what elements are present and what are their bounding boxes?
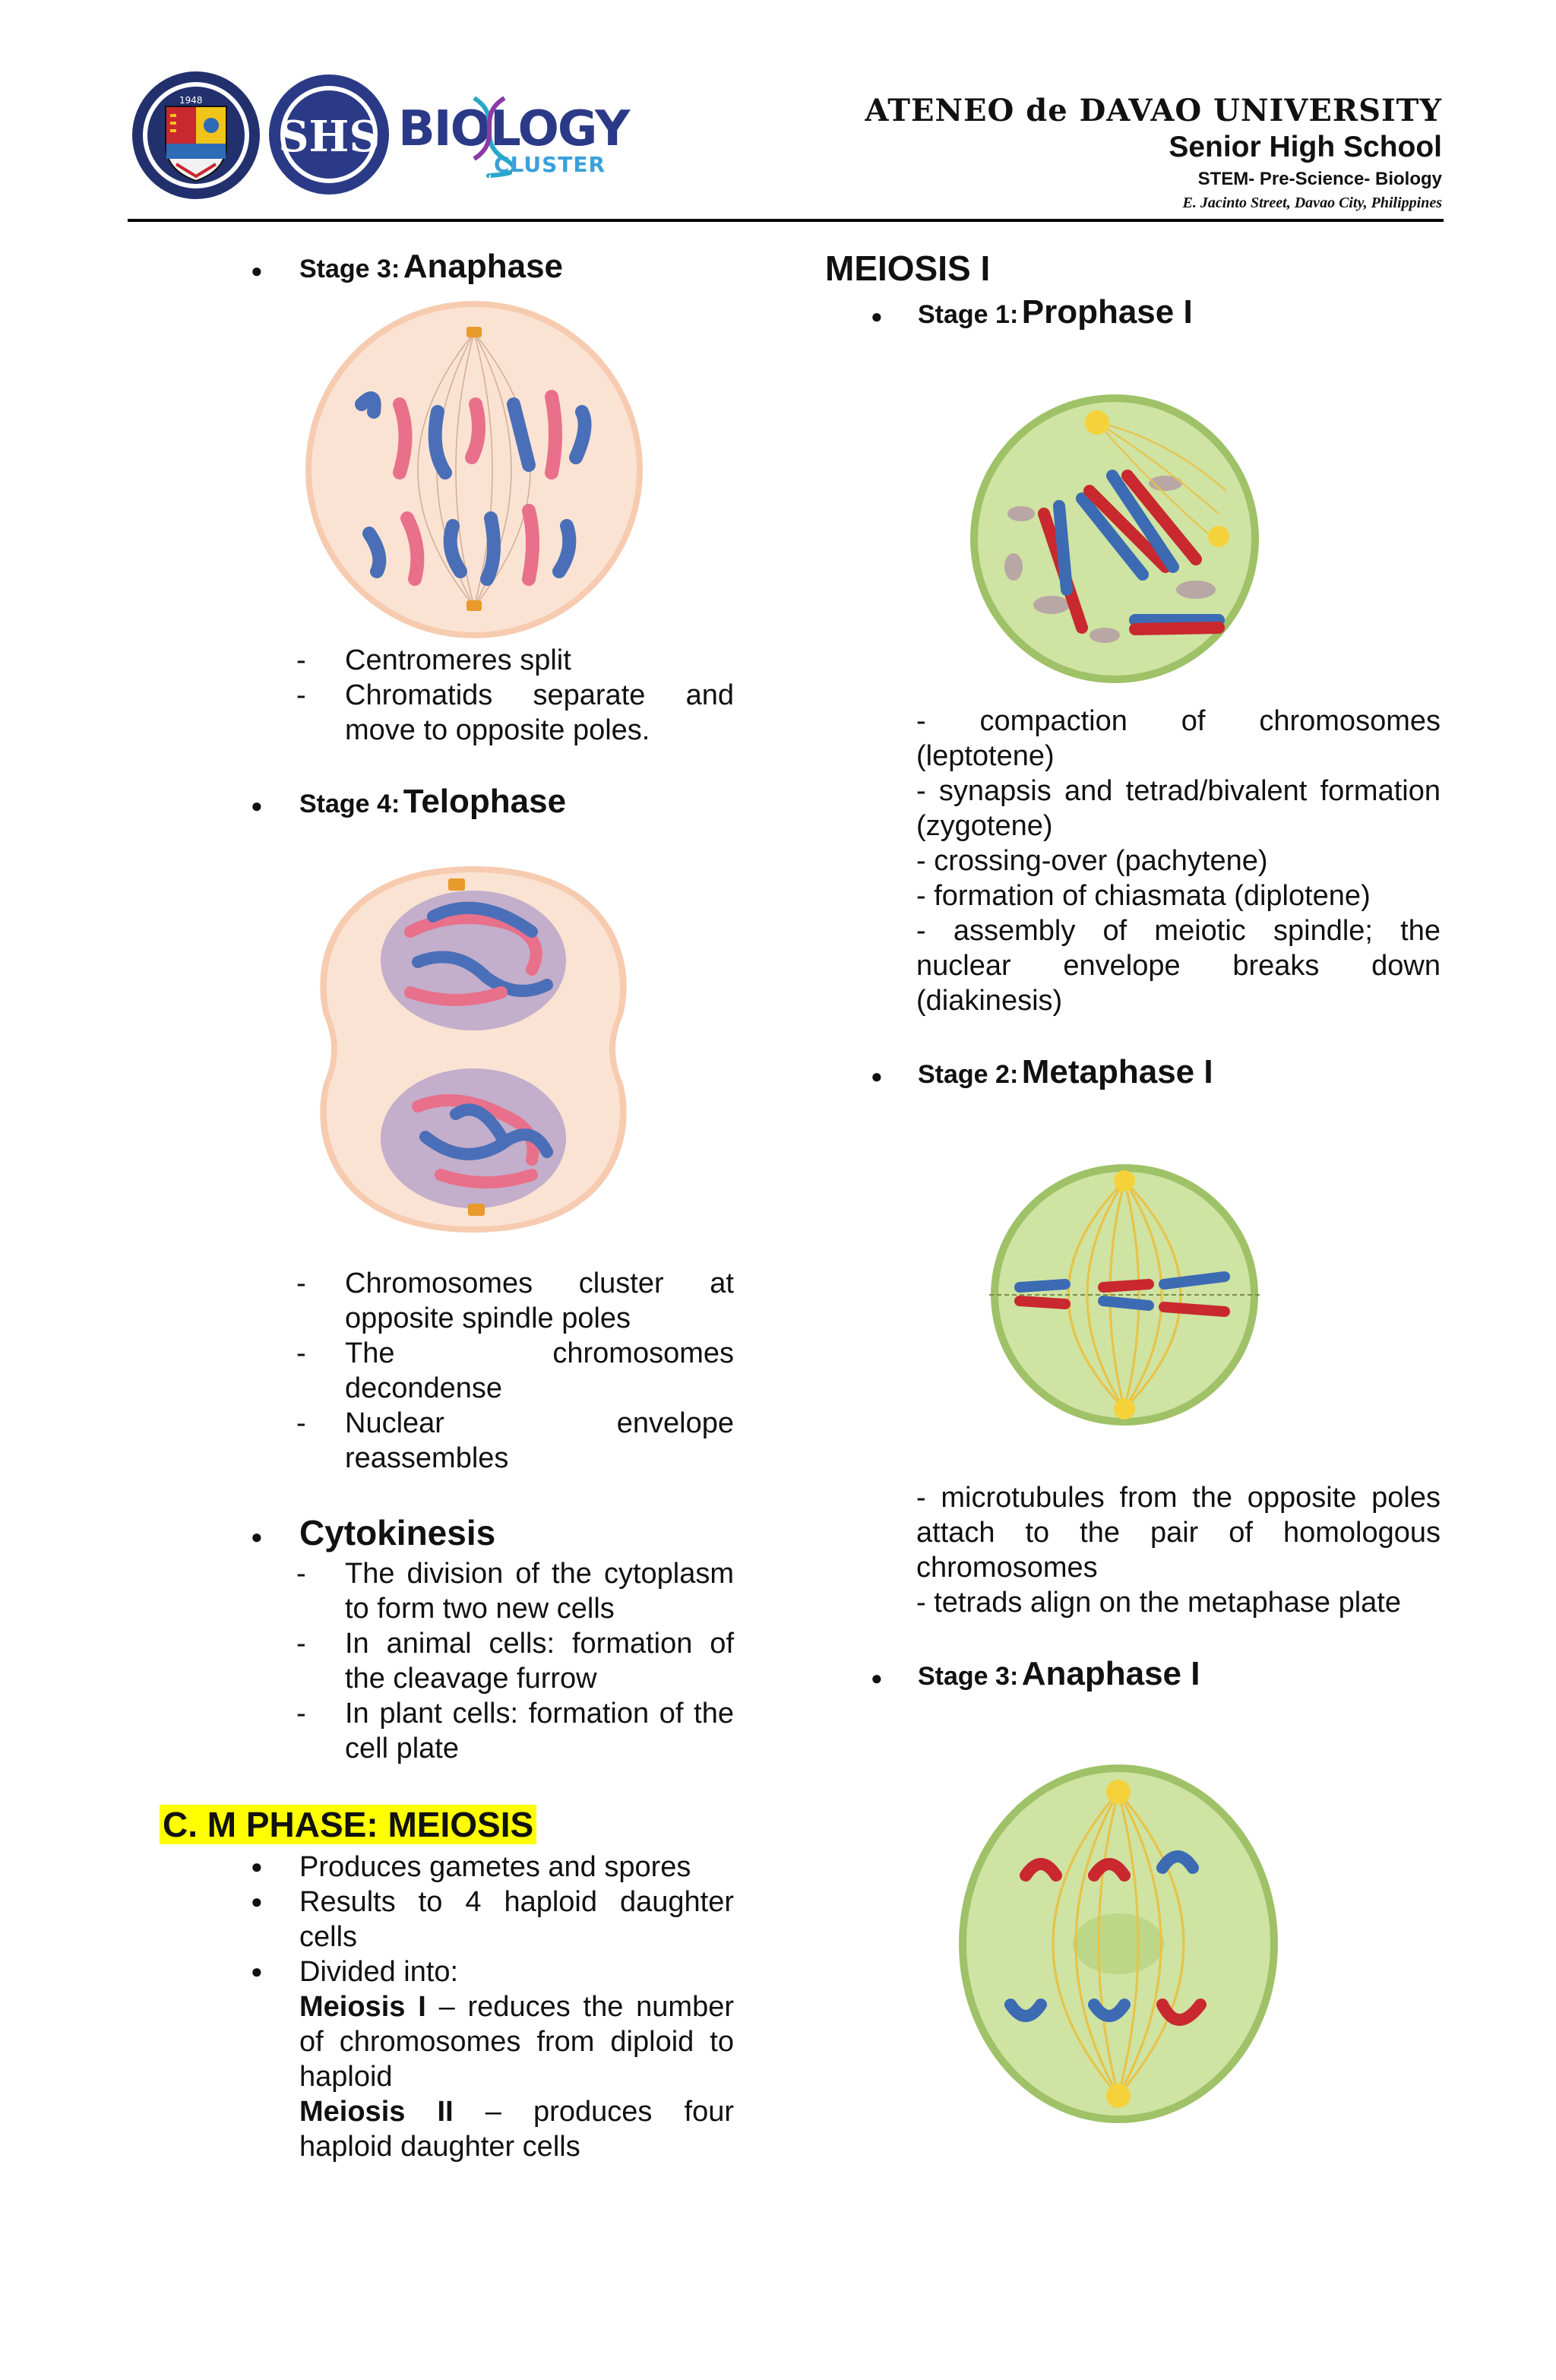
list-item: - In plant cells: formation of the cell plate bbox=[296, 1698, 734, 1764]
list-item: - assembly of meiotic spindle; the nuclear envelope breaks down (diakinesis) bbox=[916, 915, 1441, 1017]
list-item: ● Results to 4 haploid daughter cells bbox=[251, 1886, 734, 1953]
list-item: - Nuclear envelope reassembles bbox=[296, 1407, 734, 1474]
list-item: - In animal cells: formation of the cleavage furrow bbox=[296, 1628, 734, 1695]
biology-cluster-logo bbox=[398, 101, 649, 181]
stage-name: Anaphase I bbox=[1021, 1655, 1200, 1692]
bullet-icon: ● bbox=[251, 259, 263, 282]
biology-logo-text: BIOLOGY bbox=[398, 101, 629, 157]
stage-name: Anaphase bbox=[403, 248, 564, 285]
prophase-1-cell-diagram bbox=[968, 392, 1261, 685]
stage-label: Stage 2: bbox=[918, 1060, 1019, 1089]
ateneo-seal-logo bbox=[131, 70, 261, 201]
bullet-icon: ● bbox=[871, 1666, 883, 1689]
meiosis-1-title: MEIOSIS I bbox=[825, 248, 991, 288]
anaphase-points bbox=[296, 643, 734, 748]
list-item: - tetrads align on the metaphase plate bbox=[916, 1587, 1401, 1619]
list-item: - microtubules from the opposite poles attach to the pair of homologous chromosomes bbox=[916, 1482, 1441, 1584]
list-item: - The division of the cytoplasm to form two new cells bbox=[296, 1558, 734, 1625]
bullet-icon: ● bbox=[251, 1855, 263, 1878]
list-item: - The chromosomes decondense bbox=[296, 1337, 734, 1404]
stage-name: Telophase bbox=[403, 783, 567, 820]
metaphase-1-cell-diagram bbox=[989, 1163, 1260, 1427]
dna-helix-icon bbox=[466, 94, 512, 178]
meiosis-section-heading: C. M PHASE: MEIOSIS bbox=[160, 1804, 536, 1845]
stage-label: Stage 3: bbox=[918, 1662, 1019, 1691]
list-item: - Centromeres split bbox=[296, 644, 571, 676]
anaphase-cell-diagram bbox=[301, 298, 647, 641]
university-name: ATENEO de DAVAO UNIVERSITY bbox=[865, 93, 1442, 128]
list-item: - formation of chiasmata (diplotene) bbox=[916, 880, 1371, 912]
bullet-icon: ● bbox=[251, 1960, 263, 1983]
stage-label: Stage 3: bbox=[299, 255, 400, 283]
bullet-icon: ● bbox=[251, 1890, 263, 1913]
bullet-icon: ● bbox=[871, 305, 883, 328]
school-name: Senior High School bbox=[1169, 131, 1442, 163]
bullet-icon: ● bbox=[251, 1525, 263, 1548]
stage-name: Metaphase I bbox=[1021, 1053, 1213, 1090]
cytokinesis-points bbox=[296, 1556, 734, 1766]
header-divider bbox=[128, 219, 1444, 222]
list-item: ● Divided into: bbox=[251, 1956, 459, 1988]
telophase-points bbox=[296, 1266, 734, 1476]
meiosis-2-definition: Meiosis II – produces four haploid daughter cells bbox=[299, 2096, 734, 2163]
shs-logo bbox=[267, 73, 391, 196]
list-item: - crossing-over (pachytene) bbox=[916, 845, 1268, 877]
telophase-cell-diagram bbox=[304, 863, 643, 1236]
list-item: - Chromosomes cluster at opposite spindle poles bbox=[296, 1268, 734, 1334]
anaphase-1-cell-diagram bbox=[957, 1761, 1279, 2126]
list-item: - Chromatids separate and move to opposite poles. bbox=[296, 679, 734, 746]
meiosis-points bbox=[251, 1850, 734, 2164]
school-address: E. Jacinto Street, Davao City, Philippines bbox=[1182, 195, 1442, 211]
list-item: - synapsis and tetrad/bivalent formation (zygotene) bbox=[916, 775, 1441, 842]
cytokinesis-title: Cytokinesis bbox=[299, 1513, 496, 1552]
meiosis-1-definition: Meiosis I – reduces the number of chromosomes from diploid to haploid bbox=[299, 1991, 735, 2093]
stage-name: Prophase I bbox=[1021, 293, 1193, 331]
list-item: ● Produces gametes and spores bbox=[251, 1851, 691, 1883]
list-item: - compaction of chromosomes (leptotene) bbox=[916, 705, 1441, 772]
metaphase-1-descriptions bbox=[916, 1480, 1441, 1620]
seal-year: 1948 bbox=[179, 95, 203, 106]
stage-label: Stage 4: bbox=[299, 790, 400, 818]
prophase-1-descriptions bbox=[916, 704, 1441, 1018]
bullet-icon: ● bbox=[871, 1065, 883, 1087]
header bbox=[0, 0, 1556, 228]
cluster-logo-text: CLUSTER bbox=[494, 152, 606, 177]
bullet-icon: ● bbox=[251, 794, 263, 817]
stage-label: Stage 1: bbox=[918, 300, 1019, 329]
shs-letters: SHS bbox=[278, 112, 380, 162]
strand-name: STEM- Pre-Science- Biology bbox=[1197, 169, 1442, 189]
